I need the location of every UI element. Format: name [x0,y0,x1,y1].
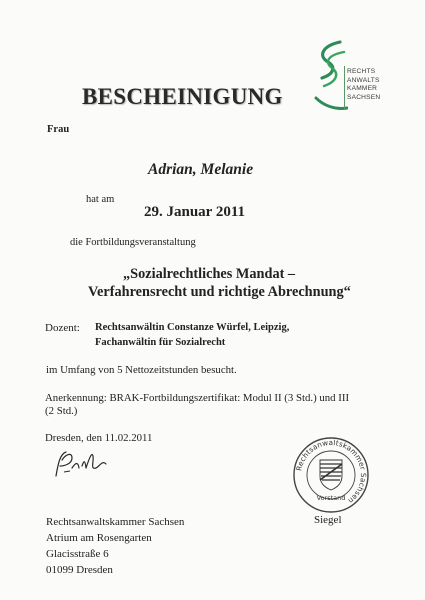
logo-divider [344,66,345,110]
salutation: Frau [47,124,70,135]
seal-ring-text: Rechtsanwaltskammer Sachsen [294,437,369,506]
address-line: Rechtsanwaltskammer Sachsen [46,516,185,528]
document-title: BESCHEINIGUNG [82,84,283,109]
official-seal [292,436,370,514]
logo-line: ANWALTS [347,76,380,84]
chamber-logo-icon [314,38,348,122]
coat-of-arms-icon [320,460,342,490]
course-title-line2: Verfahrensrecht und richtige Abrechnung“ [88,284,351,300]
course-title-line1: „Sozialrechtliches Mandat – [123,266,296,282]
place-date: Dresden, den 11.02.2011 [45,432,153,444]
logo-wordmark [347,68,380,102]
address-line: 01099 Dresden [46,564,113,576]
recognition-line1: Anerkennung: BRAK-Fortbildungszertifikat: Modul II (3 Std.) und III [45,392,350,404]
dozent-qualification: Fachanwältin für Sozialrecht [95,337,226,348]
chamber-logo [314,38,381,122]
seal-inner-text: Vorstand [316,494,346,502]
signature [52,446,112,482]
recipient-name: Adrian, Melanie [148,161,254,178]
dozent-name: Rechtsanwältin Constanze Würfel, Leipzig, [95,322,290,333]
seal-label: Siegel [314,514,342,526]
recognition-line2: (2 Std.) [45,405,78,417]
logo-line: SACHSEN [347,93,381,101]
dozent-label: Dozent: [45,322,80,334]
address-line: Atrium am Rosengarten [46,532,152,544]
logo-line: RECHTS [347,68,376,75]
hat-am-text: hat am [86,194,115,205]
logo-line: KAMMER [347,85,378,93]
event-intro: die Fortbildungsveranstaltung [70,237,196,248]
event-date: 29. Januar 2011 [144,204,245,220]
scope-text: im Umfang von 5 Nettozeitstunden besucht. [46,364,237,376]
address-line: Glacisstraße 6 [46,548,109,560]
